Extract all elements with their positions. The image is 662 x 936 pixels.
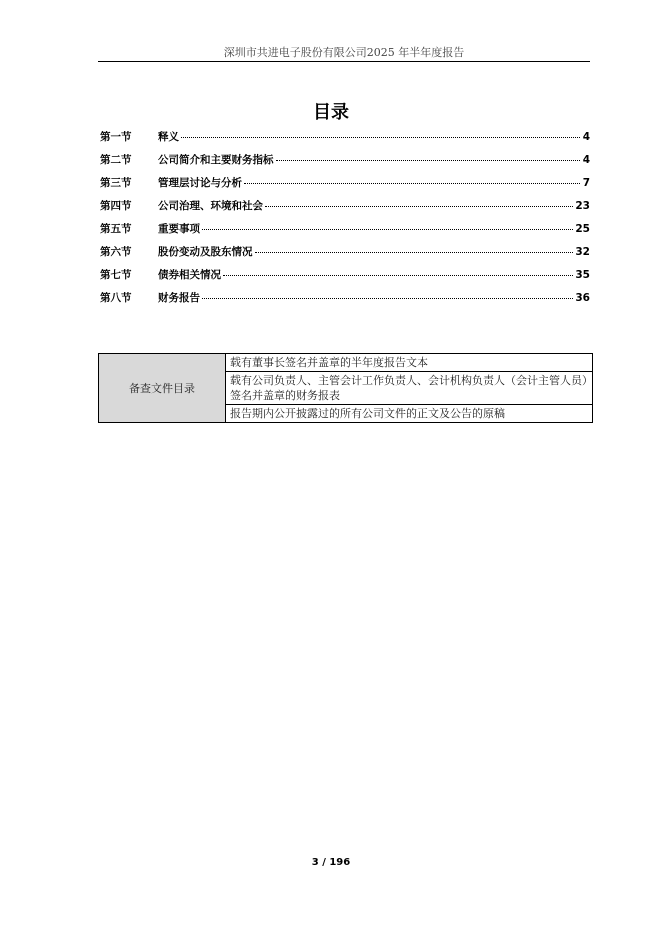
toc-title: 目录	[313, 102, 349, 123]
toc-page-number: 4	[582, 154, 590, 166]
toc-leader-dots	[202, 229, 573, 230]
toc-section-title: 管理层讨论与分析	[158, 177, 242, 189]
page-header: 深圳市共进电子股份有限公司2025 年半年度报告	[223, 46, 465, 59]
toc-section-title: 财务报告	[158, 292, 200, 304]
toc-entry[interactable]	[100, 267, 590, 290]
reference-documents-label: 备查文件目录	[99, 354, 226, 423]
toc-section-number: 第五节	[100, 223, 132, 235]
toc-entry[interactable]	[100, 290, 590, 313]
table-row	[99, 354, 593, 372]
toc-section-number: 第六节	[100, 246, 132, 258]
toc-section-title: 公司简介和主要财务指标	[158, 154, 274, 166]
toc-entry[interactable]	[100, 175, 590, 198]
toc-page-number: 4	[582, 131, 590, 143]
reference-document-item: 报告期内公开披露过的所有公司文件的正文及公告的原稿	[226, 405, 593, 423]
toc-page-number: 32	[575, 246, 590, 258]
toc-entry[interactable]	[100, 129, 590, 152]
toc-section-number: 第七节	[100, 269, 132, 281]
reference-documents-table	[98, 353, 593, 423]
toc-page-number: 7	[582, 177, 590, 189]
toc-section-number: 第三节	[100, 177, 132, 189]
toc-section-number: 第一节	[100, 131, 132, 143]
toc-section-number: 第四节	[100, 200, 132, 212]
toc-page-number: 25	[575, 223, 590, 235]
toc-section-title: 公司治理、环境和社会	[158, 200, 263, 212]
toc-section-title: 重要事项	[158, 223, 200, 235]
page-number: 3 / 196	[311, 857, 351, 868]
toc-section-title: 股份变动及股东情况	[158, 246, 253, 258]
toc-section-number: 第二节	[100, 154, 132, 166]
toc-entry[interactable]	[100, 244, 590, 267]
toc-leader-dots	[255, 252, 574, 253]
toc-leader-dots	[276, 160, 581, 161]
toc-page-number: 23	[575, 200, 590, 212]
toc-leader-dots	[223, 275, 573, 276]
toc-leader-dots	[181, 137, 580, 138]
toc-entry[interactable]	[100, 198, 590, 221]
toc-leader-dots	[265, 206, 573, 207]
header-divider	[98, 61, 590, 62]
toc-leader-dots	[244, 183, 580, 184]
reference-document-item: 载有公司负责人、主管会计工作负责人、会计机构负责人（会计主管人员）签名并盖章的财务报表	[226, 372, 593, 405]
toc-section-title: 释义	[158, 131, 179, 143]
toc-entry[interactable]	[100, 221, 590, 244]
toc-leader-dots	[202, 298, 573, 299]
reference-document-item: 载有董事长签名并盖章的半年度报告文本	[226, 354, 593, 372]
toc-page-number: 36	[575, 292, 590, 304]
toc-section-title: 债券相关情况	[158, 269, 221, 281]
toc-section-number: 第八节	[100, 292, 132, 304]
toc-entry[interactable]	[100, 152, 590, 175]
table-of-contents	[100, 129, 590, 313]
toc-page-number: 35	[575, 269, 590, 281]
